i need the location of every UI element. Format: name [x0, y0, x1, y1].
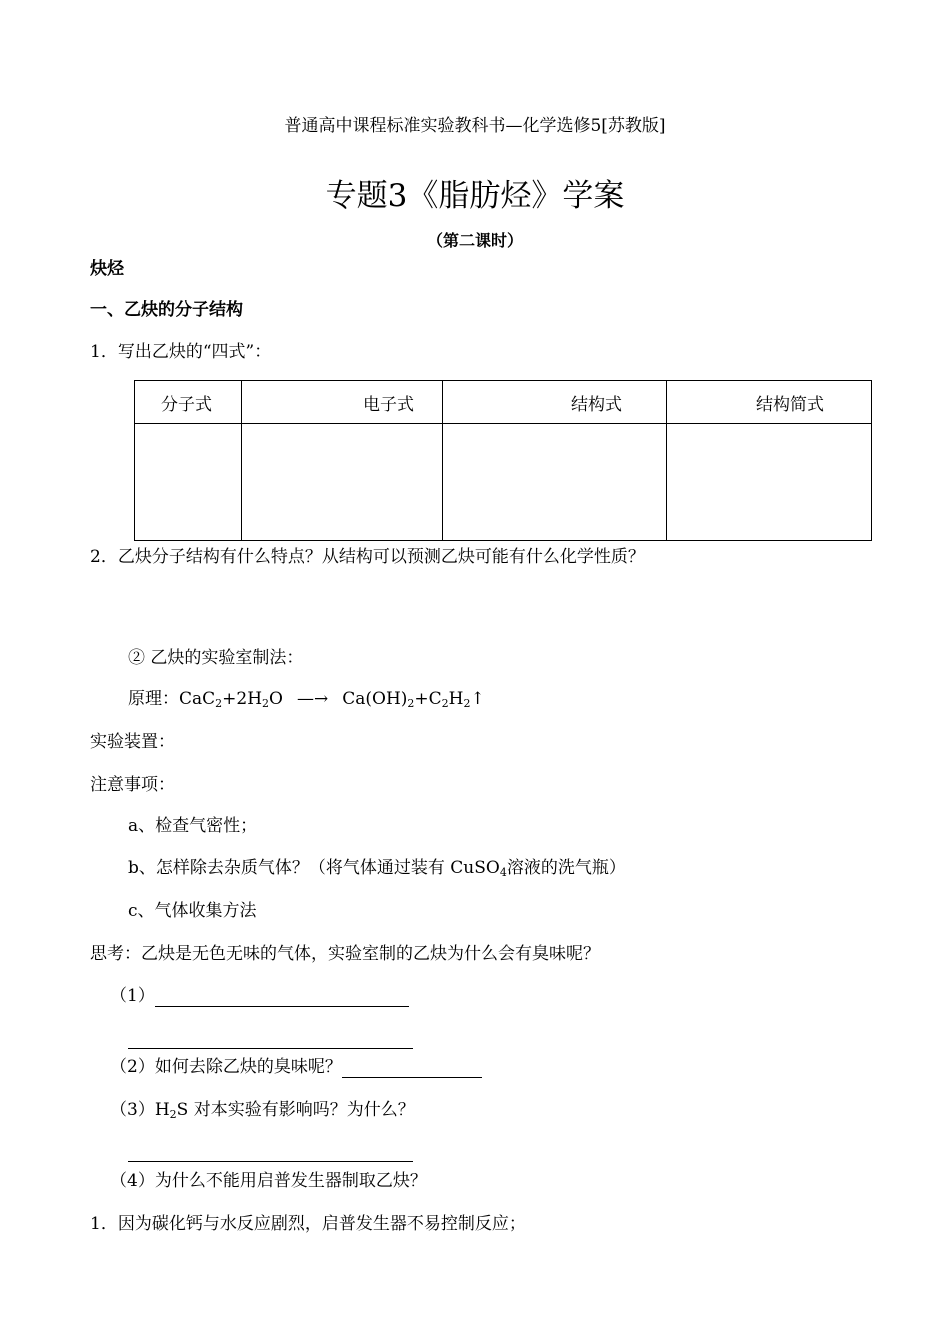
header-electron-formula: 电子式 [242, 381, 443, 424]
subscript: 2 [441, 697, 449, 710]
note-b [128, 857, 626, 879]
answer-cell-molecular[interactable] [135, 424, 242, 541]
q3-text: （3）H [110, 1100, 170, 1120]
answer-cell-structural[interactable] [443, 424, 667, 541]
topic-heading: 炔烃 [90, 259, 124, 279]
thinking-q2 [110, 1056, 482, 1078]
q1-answer-line-2[interactable] [128, 1027, 413, 1049]
q3-answer-line[interactable] [128, 1140, 413, 1162]
thinking-prompt: 思考：乙炔是无色无味的气体，实验室制的乙炔为什么会有臭味呢？ [90, 944, 600, 964]
reaction-equation [128, 688, 485, 710]
question-1: 1．写出乙炔的“四式”： [90, 342, 272, 362]
plus-acetylene: +C [414, 689, 442, 709]
table-answer-row [135, 424, 872, 541]
note-a: a、检查气密性； [128, 816, 258, 836]
apparatus-label: 实验装置： [90, 732, 175, 752]
page-title: 专题3《脂肪烃》学案 [325, 178, 625, 214]
reactant-calcium-carbide: CaC [179, 689, 216, 709]
series-title: 普通高中课程标准实验教科书—化学选修5[苏教版] [284, 116, 666, 136]
acetylene-h: H [448, 689, 464, 709]
thinking-q1 [110, 985, 409, 1007]
gas-arrow-icon: ↑ [470, 689, 485, 709]
q1-label: （1） [110, 986, 155, 1006]
thinking-q4: （4）为什么不能用启普发生器制取乙炔？ [110, 1171, 427, 1191]
subscript: 2 [463, 697, 471, 710]
answer-cell-condensed[interactable] [667, 424, 872, 541]
answer-blank[interactable] [128, 1143, 413, 1162]
q1-answer-blank[interactable] [155, 988, 409, 1007]
q2-answer-blank[interactable] [342, 1059, 482, 1078]
reaction-arrow: —→ [296, 689, 329, 709]
answer-blank[interactable] [128, 1030, 413, 1049]
question-2: 2．乙炔分子结构有什么特点？从结构可以预测乙炔可能有什么化学性质？ [90, 547, 645, 567]
subscript: 2 [407, 697, 415, 710]
plus-water: +2H [222, 689, 263, 709]
note-b-tail: 溶液的洗气瓶） [506, 858, 626, 878]
notes-heading: 注意事项： [90, 775, 175, 795]
answer-cell-electron[interactable] [242, 424, 443, 541]
q3-tail: S 对本实验有影响吗？为什么？ [176, 1100, 415, 1120]
header-condensed-formula: 结构简式 [667, 381, 872, 424]
note-b-text: b、怎样除去杂质气体？（将气体通过装有 CuSO [128, 858, 500, 878]
subscript: 4 [499, 866, 507, 879]
product-calcium-hydroxide: Ca(OH) [342, 689, 408, 709]
formula-table [134, 380, 872, 541]
section-heading: 一、乙炔的分子结构 [90, 300, 243, 320]
header-structural-formula: 结构式 [443, 381, 667, 424]
answer-1: 1．因为碳化钙与水反应剧烈，启普发生器不易控制反应； [90, 1214, 526, 1234]
subscript: 2 [215, 697, 223, 710]
lab-heading: ② 乙炔的实验室制法： [128, 648, 304, 668]
table-header-row [135, 381, 872, 424]
header-molecular-formula: 分子式 [135, 381, 242, 424]
subscript: 2 [262, 697, 270, 710]
principle-label: 原理： [128, 689, 179, 709]
note-c: c、气体收集方法 [128, 901, 257, 921]
water-o: O [269, 689, 283, 709]
lesson-subtitle: （第二课时） [426, 231, 523, 250]
q2-text: （2）如何去除乙炔的臭味呢？ [110, 1057, 342, 1077]
subscript: 2 [169, 1108, 177, 1121]
thinking-q3 [110, 1099, 415, 1121]
